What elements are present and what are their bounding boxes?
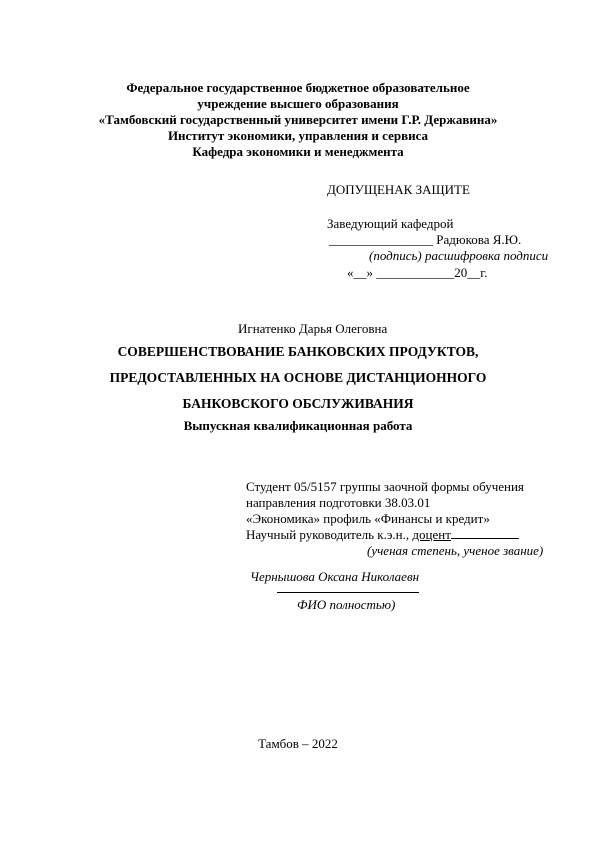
thesis-title-line-3: БАНКОВСКОГО ОБСЛУЖИВАНИЯ xyxy=(182,396,414,411)
thesis-title-line-1: СОВЕРШЕНСТВОВАНИЕ БАНКОВСКИХ ПРОДУКТОВ, xyxy=(117,344,479,359)
advisor-full-name: Чернышова Оксана Николаевн xyxy=(250,569,420,584)
advisor-degree: доцент xyxy=(412,527,451,542)
advisor-name-underline xyxy=(277,592,419,593)
direction-line: направления подготовки 38.03.01 xyxy=(246,495,431,510)
city-year: Тамбов – 2022 xyxy=(258,736,338,751)
head-of-department-label: Заведующий кафедрой xyxy=(327,216,454,231)
head-signature-line: ________________ Радюкова Я.Ю. xyxy=(329,232,522,247)
advisor-degree-hint: (ученая степень, ученое звание) xyxy=(367,543,544,558)
advisor-prefix: Научный руководитель к.э.н., xyxy=(246,527,413,542)
admitted-label: ДОПУЩЕНАК ЗАЩИТЕ xyxy=(327,182,470,197)
fio-hint: ФИО полностью) xyxy=(297,597,396,612)
author-name: Игнатенко Дарья Олеговна xyxy=(238,321,388,336)
signature-hint: (подпись) расшифровка подписи xyxy=(369,248,549,263)
institute-name: Институт экономики, управления и сервиса xyxy=(167,128,429,143)
org-line-2: учреждение высшего образования xyxy=(197,96,399,111)
work-type: Выпускная квалификационная работа xyxy=(183,418,413,433)
thesis-title-line-2: ПРЕДОСТАВЛЕННЫХ НА ОСНОВЕ ДИСТАНЦИОННОГО xyxy=(109,370,487,385)
advisor-degree-fill-line xyxy=(451,527,519,539)
student-group-line: Студент 05/5157 группы заочной формы обучения xyxy=(246,479,524,494)
department-name: Кафедра экономики и менеджмента xyxy=(192,144,404,159)
profile-line: «Экономика» профиль «Финансы и кредит» xyxy=(246,511,490,526)
org-line-1: Федеральное государственное бюджетное образовательное xyxy=(126,80,470,95)
university-name: «Тамбовский государственный университет имени Г.Р. Державина» xyxy=(98,112,498,127)
date-line: «__» ____________20__г. xyxy=(347,265,488,280)
advisor-line xyxy=(246,527,519,543)
